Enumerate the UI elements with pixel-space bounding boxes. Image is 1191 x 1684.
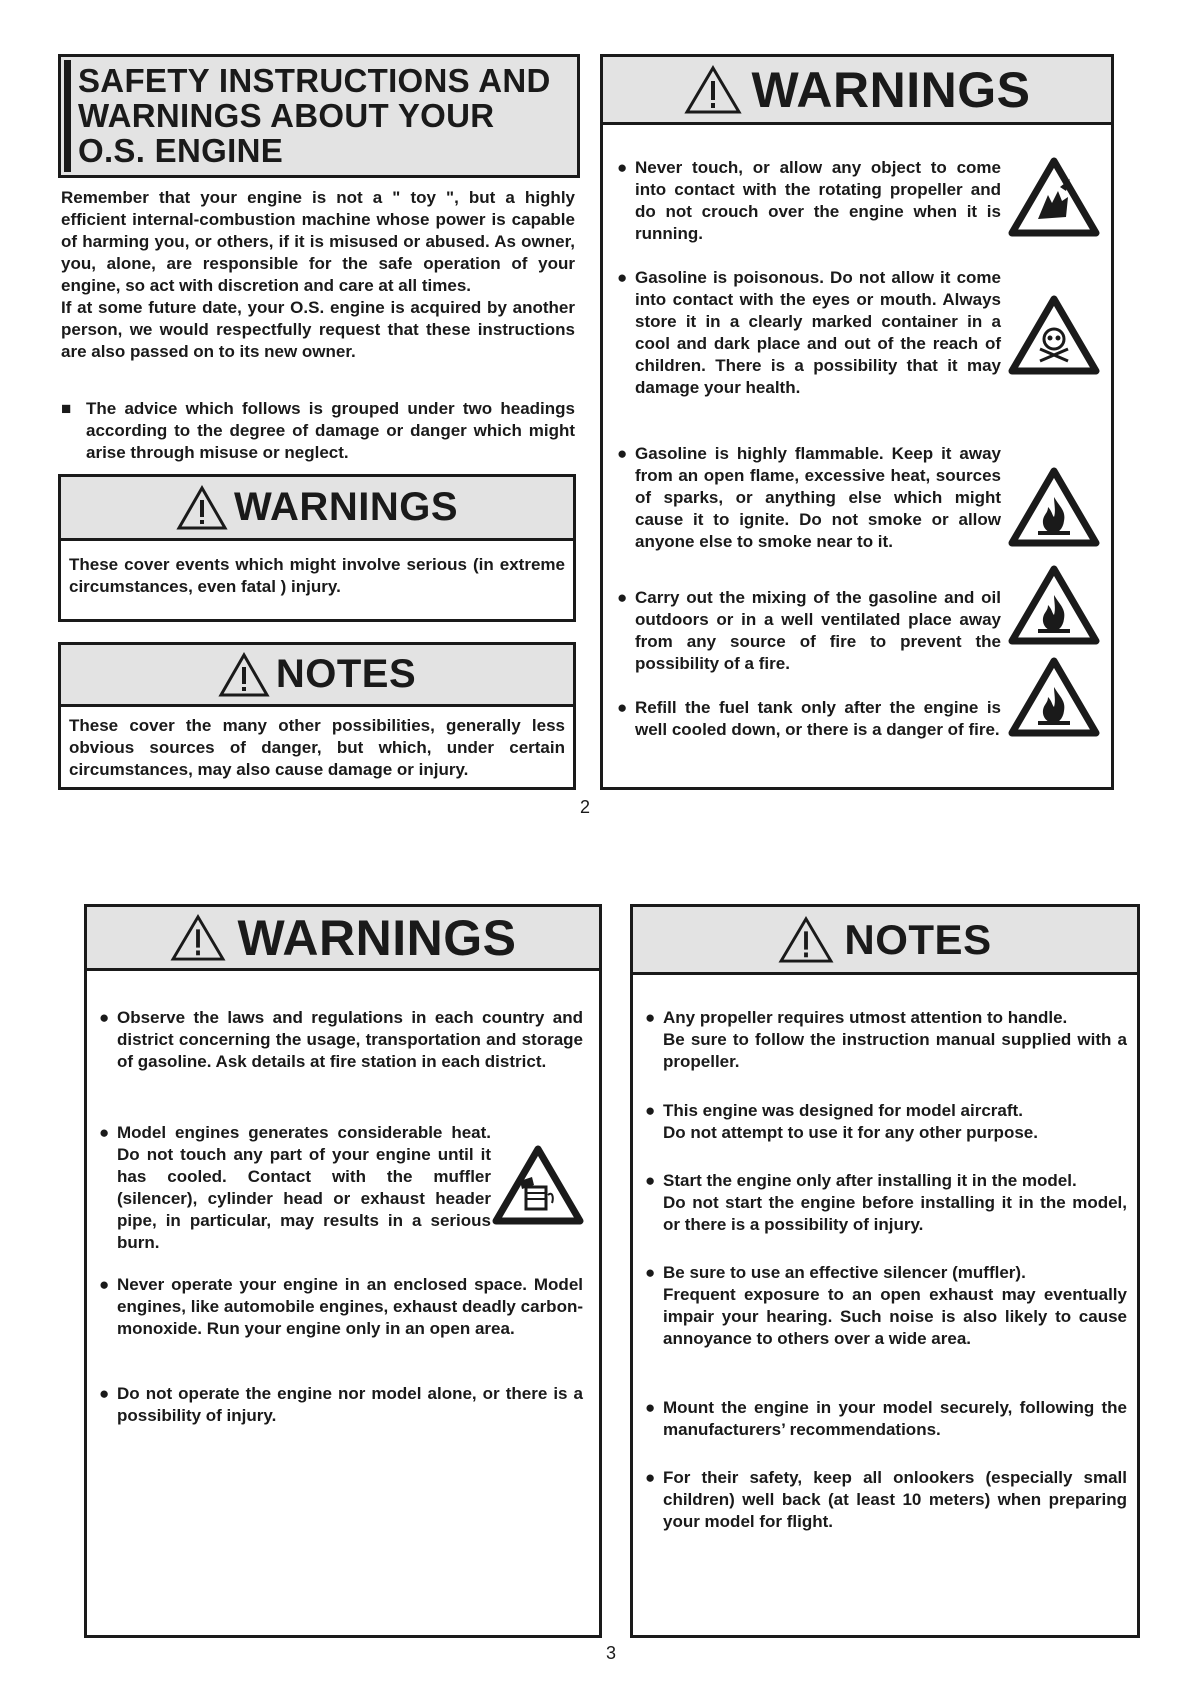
warning-item: [617, 443, 1001, 553]
note-item: [645, 1100, 1127, 1144]
warning-item-text: Gasoline is highly flammable. Keep it away from an open flame, excessive heat, sources of sparks, or anything else which might cause it to ignite. Do not smoke or allow anyone else to smoke near to it.: [635, 444, 1001, 551]
warning-triangle-icon: [218, 652, 270, 698]
note-item-rest: Do not start the engine before installing it in the model, or there is a possibility of injury.: [663, 1193, 1127, 1234]
note-item-first-line: Start the engine only after installing it in the model.: [663, 1171, 1077, 1190]
warning-item-text: Observe the laws and regulations in each country and district concerning the usage, transportation and storage of gasoline. Ask details at fire station in each district.: [117, 1008, 583, 1071]
warnings-definition-box: [58, 474, 576, 622]
warning-item-text: Carry out the mixing of the gasoline and oil outdoors or in a well ventilated place away from any source of fire to prevent the possibility of a fire.: [635, 588, 1001, 673]
page-number-3: 3: [606, 1643, 617, 1663]
notes-definition-header: [61, 645, 573, 707]
warnings-panel-header: [87, 907, 599, 971]
notes-panel-header: [633, 907, 1137, 975]
bullet: ●: [617, 158, 628, 177]
note-item: [645, 1262, 1127, 1350]
bullet: ●: [645, 1263, 656, 1282]
warnings-definition-heading: WARNINGS: [234, 485, 458, 529]
bullet: ●: [617, 588, 628, 607]
warnings-panel-page2: [600, 54, 1114, 790]
flame-hazard-icon: [1008, 657, 1100, 737]
flame-hazard-icon: [1008, 565, 1100, 645]
intro-section: [61, 187, 575, 363]
warning-item: [617, 697, 1001, 741]
warnings-panel-heading: WARNINGS: [237, 909, 517, 966]
warning-item-text: Gasoline is poisonous. Do not allow it come into contact with the eyes or mouth. Always store it in a clearly marked container in a cool and dark place and out of the reach of children. There is a possibility that it may damage your health.: [635, 268, 1001, 397]
page-title: [78, 63, 551, 168]
note-item-rest: Frequent exposure to an open exhaust may eventually impair your hearing. Such noise is also likely to cause annoyance to others over a wide area.: [663, 1285, 1127, 1348]
note-item: [645, 1007, 1127, 1073]
note-item: [645, 1170, 1127, 1236]
bullet: ●: [99, 1008, 110, 1027]
bullet: ●: [99, 1275, 110, 1294]
warnings-definition-header: [61, 477, 573, 541]
bullet: ●: [617, 698, 628, 717]
bullet: ●: [99, 1123, 110, 1142]
notes-panel-heading: NOTES: [844, 915, 992, 963]
warning-item: [99, 1274, 583, 1340]
warnings-definition-text: These cover events which might involve serious (in extreme circumstances, even fatal ) injury.: [69, 555, 565, 596]
skull-poison-hazard-icon: [1008, 295, 1100, 375]
warning-item-text: Model engines generates considerable heat. Do not touch any part of your engine until it has cooled. Contact with the muffler (silencer), cylinder head or exhaust header pipe, in particular, may results in a serious burn.: [117, 1123, 491, 1252]
warning-item: [99, 1007, 583, 1073]
note-item-first-line: Be sure to use an effective silencer (muffler).: [663, 1263, 1026, 1282]
warning-item: [617, 587, 1001, 675]
bullet: ●: [645, 1398, 656, 1417]
warnings-panel-header: [603, 57, 1111, 125]
warning-item: [617, 267, 1001, 399]
bullet: ●: [617, 444, 628, 463]
title-line-2: WARNINGS ABOUT YOUR: [78, 97, 495, 134]
warning-item-text: Refill the fuel tank only after the engine is well cooled down, or there is a danger of fire.: [635, 698, 1001, 739]
warning-triangle-icon: [176, 485, 228, 531]
warning-triangle-icon: [684, 65, 742, 115]
notes-definition-heading: NOTES: [275, 652, 417, 696]
note-item-rest: Do not attempt to use it for any other purpose.: [663, 1123, 1038, 1142]
bullet: ●: [99, 1384, 110, 1403]
warnings-panel-page3: [84, 904, 602, 1638]
notes-definition-text: These cover the many other possibilities, generally less obvious sources of danger, but which, under certain circumstances, may also cause damage or injury.: [69, 716, 565, 779]
square-bullet: ■: [61, 399, 72, 418]
note-item: [645, 1467, 1127, 1533]
intro-paragraph: Remember that your engine is not a " toy ", but a highly efficient internal-combustion machine whose power is capable of harming you, or others, if it is misused or abused. As owner, you, alone, are responsible for the safe operation of your engine, so act with discretion and care at all times.: [61, 188, 575, 295]
title-line-3: O.S. ENGINE: [78, 132, 284, 169]
warning-triangle-icon: [778, 916, 834, 964]
notes-panel-page3: [630, 904, 1140, 1638]
note-item-rest: Be sure to follow the instruction manual supplied with a propeller.: [663, 1030, 1127, 1071]
notes-definition-box: [58, 642, 576, 790]
warning-item-text: Do not operate the engine nor model alone, or there is a possibility of injury.: [117, 1384, 583, 1425]
note-item: [645, 1397, 1127, 1441]
note-item-first-line: For their safety, keep all onlookers (especially small children) well back (at least 10 meters) when preparing your model for flight.: [663, 1468, 1127, 1531]
note-item-first-line: This engine was designed for model aircraft.: [663, 1101, 1023, 1120]
page-number-2: 2: [580, 797, 591, 817]
warnings-panel-heading: WARNINGS: [751, 61, 1031, 118]
warning-item: [99, 1122, 491, 1254]
bullet: ●: [645, 1101, 656, 1120]
note-item-first-line: Any propeller requires utmost attention to handle.: [663, 1008, 1068, 1027]
advice-block: [61, 398, 575, 464]
bullet: ●: [617, 268, 628, 287]
note-item-first-line: Mount the engine in your model securely, following the manufacturers’ recommendations.: [663, 1398, 1127, 1439]
safety-title-box: [58, 54, 580, 178]
warning-item: [617, 157, 1001, 245]
warning-item-text: Never touch, or allow any object to come into contact with the rotating propeller and do not crouch over the engine when it is running.: [635, 158, 1001, 243]
warning-triangle-icon: [170, 914, 226, 962]
flame-hazard-icon: [1008, 467, 1100, 547]
warning-item: [99, 1383, 583, 1427]
bullet: ●: [645, 1171, 656, 1190]
bullet: ●: [645, 1468, 656, 1487]
bullet: ●: [645, 1008, 656, 1027]
title-line-1: SAFETY INSTRUCTIONS AND: [78, 62, 551, 99]
warning-item-text: Never operate your engine in an enclosed space. Model engines, like automobile engines, exhaust deadly carbon-monoxide. Run your engine only in an open area.: [117, 1275, 583, 1338]
hot-engine-burn-hazard-icon: [492, 1145, 584, 1225]
advice-text: The advice which follows is grouped under two headings according to the degree of damage or danger which might arise through misuse or neglect.: [86, 399, 575, 462]
intro-paragraph-2: If at some future date, your O.S. engine is acquired by another person, we would respectfully request that these instructions are also passed on to its new owner.: [61, 298, 575, 361]
propeller-hand-hazard-icon: [1008, 157, 1100, 237]
